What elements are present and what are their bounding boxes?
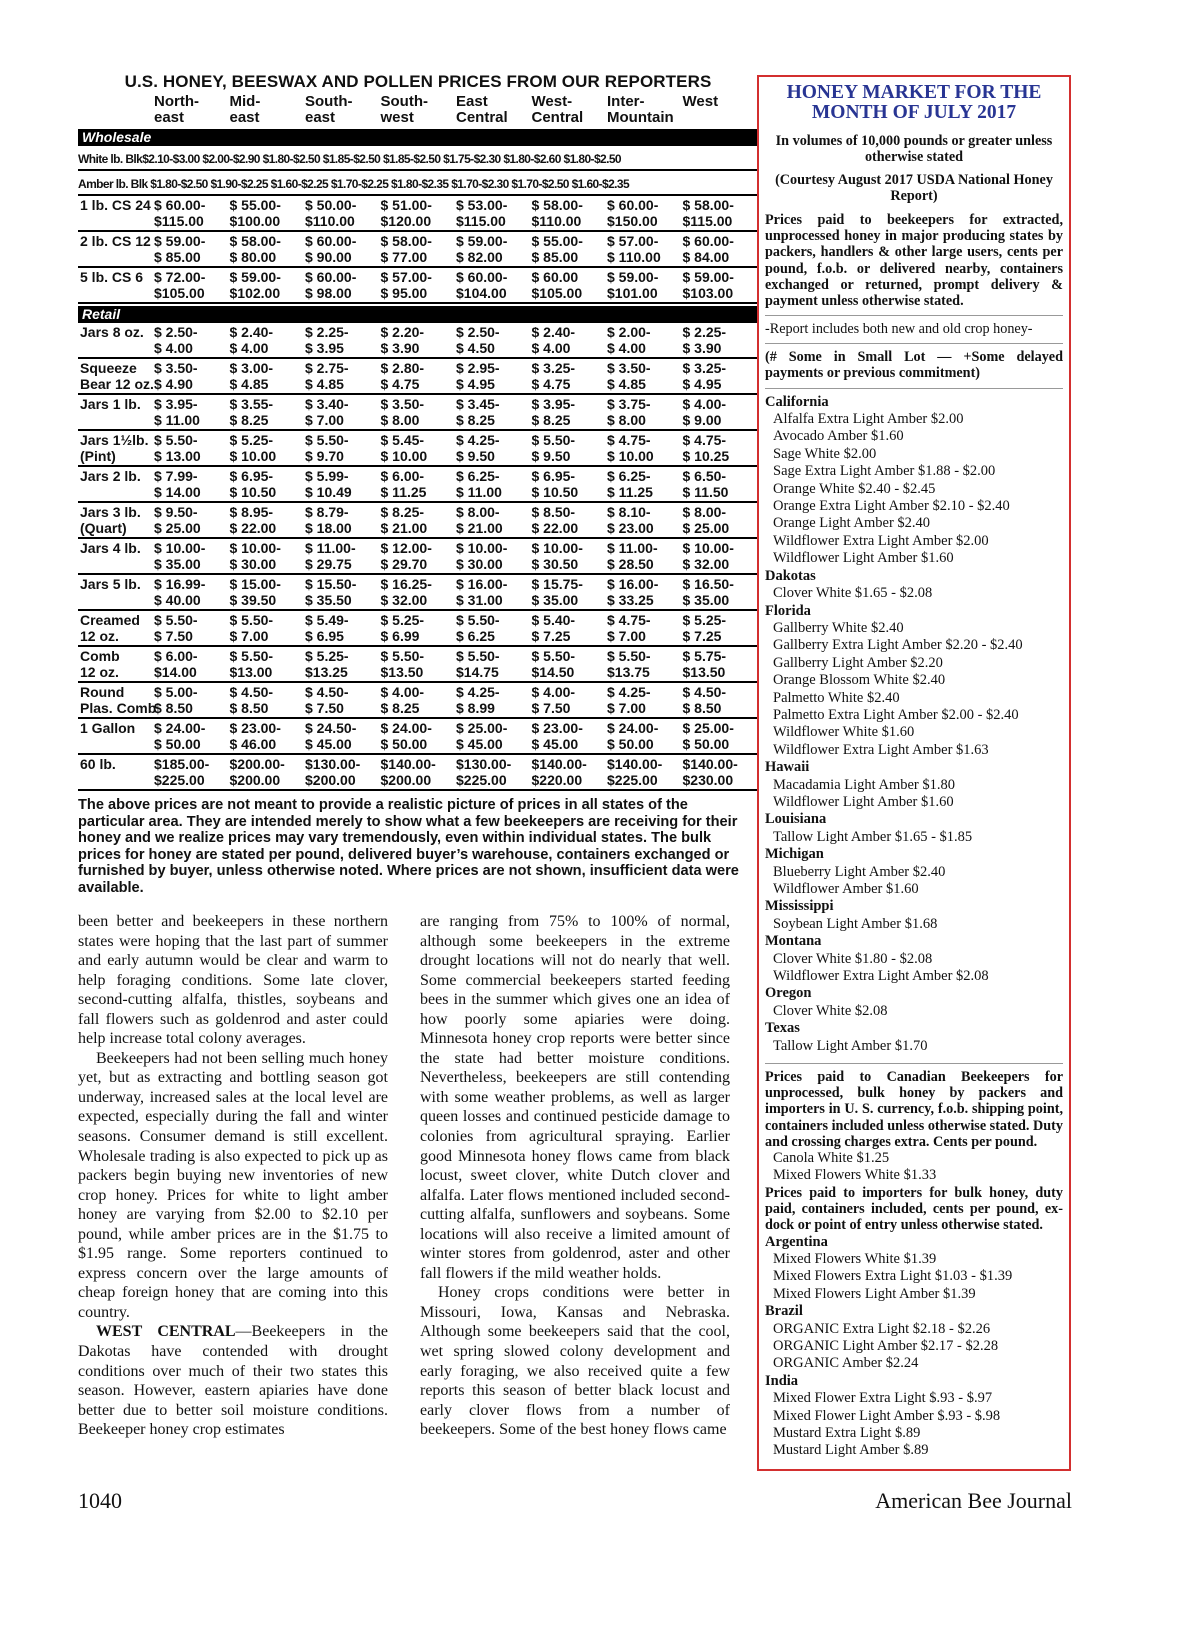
price-cell: $ 59.00- $ 82.00 xyxy=(456,233,508,265)
price-cell: $ 5.40- $ 7.25 xyxy=(531,612,576,644)
canada-price-list xyxy=(765,1150,1063,1185)
price-cell: $ 2.75- $ 4.85 xyxy=(305,360,349,392)
price-cell: $ 2.50- $ 4.50 xyxy=(456,324,500,356)
price-entry: Soybean Light Amber $1.68 xyxy=(773,915,938,932)
price-cell: $ 5.25- $13.25 xyxy=(305,648,349,680)
price-cell: $130.00- $200.00 xyxy=(305,756,361,788)
price-entry: Clover White $1.80 - $2.08 xyxy=(773,950,933,967)
price-cell: $ 11.00- $ 28.50 xyxy=(607,540,658,572)
column-headers xyxy=(78,94,758,126)
price-cell: $ 2.40- $ 4.00 xyxy=(229,324,274,356)
price-cell: $ 4.50- $ 7.50 xyxy=(305,684,349,716)
price-cell: $ 15.50- $ 35.50 xyxy=(305,576,357,608)
price-cell: $ 60.00- $ 90.00 xyxy=(305,233,357,265)
price-cell: $ 8.00- $ 21.00 xyxy=(456,504,503,536)
price-entry: Mustard Light Amber $.89 xyxy=(773,1442,929,1459)
row-label: Round Plas. Comb xyxy=(80,684,157,716)
price-cell: $ 57.00- $ 110.00 xyxy=(607,233,661,265)
column-header: South- east xyxy=(305,93,353,126)
price-cell: $ 5.25- $ 7.25 xyxy=(682,612,727,644)
price-cell: $ 59.00- $101.00 xyxy=(607,269,659,301)
sidebar-note-crop: -Report includes both new and old crop honey- xyxy=(765,321,1033,338)
price-cell: $ 6.00- $ 11.25 xyxy=(380,468,427,500)
price-entry: Gallberry Extra Light Amber $2.20 - $2.40 xyxy=(773,637,1023,654)
price-cell: $ 5.25- $ 6.99 xyxy=(380,612,425,644)
price-cell: $ 5.50- $14.50 xyxy=(531,648,576,680)
price-cell: $ 16.00- $ 31.00 xyxy=(456,576,508,608)
price-cell: $ 5.50- $ 7.00 xyxy=(229,612,274,644)
price-cell: $ 4.50- $ 8.50 xyxy=(229,684,274,716)
price-cell: $ 5.25- $ 10.00 xyxy=(229,432,277,464)
price-entry: Wildflower Amber $1.60 xyxy=(773,881,919,897)
price-cell: $ 5.50- $14.75 xyxy=(456,648,500,680)
price-cell: $ 16.99- $ 40.00 xyxy=(154,576,206,608)
row-label: Jars 1½lb. (Pint) xyxy=(80,432,149,464)
price-cell: $ 3.50- $ 4.85 xyxy=(607,360,651,392)
price-cell: $140.00- $230.00 xyxy=(682,756,738,788)
price-cell: $ 4.00- $ 9.00 xyxy=(682,396,727,428)
price-entry: Palmetto Extra Light Amber $2.00 - $2.40 xyxy=(773,706,1019,723)
price-row xyxy=(78,395,758,431)
price-entry: Mixed Flowers White $1.33 xyxy=(773,1167,937,1184)
price-entry: Sage White $2.00 xyxy=(773,445,877,462)
price-cell: $ 59.00- $ 85.00 xyxy=(154,233,206,265)
column-header: North- east xyxy=(154,93,199,126)
price-row xyxy=(78,683,758,719)
price-row xyxy=(78,755,758,791)
region-name: Mississippi xyxy=(765,898,834,915)
price-cell: $ 24.50- $ 45.00 xyxy=(305,720,357,752)
price-entry: Mixed Flowers Extra Light $1.03 - $1.39 xyxy=(773,1268,1013,1285)
row-label: 5 lb. CS 6 xyxy=(80,269,144,285)
price-cell: $ 60.00- $104.00 xyxy=(456,269,508,301)
price-cell: $ 72.00- $105.00 xyxy=(154,269,206,301)
article-paragraph: Beekeepers had not been selling much honey yet, but as extracting and bottling season got underway, increased sales at the local level are expected, especially during the fall and winter seasons. Consumer demand is still excellent. Wholesale trading is also expected to pick up as packers begin buying new inventories of new crop honey. Prices for white to light amber honey are varying from $2.00 to $2.10 per pound, while amber prices are in the $1.75 to $1.95 range. Some reporters continued to express concern over the large amounts of cheap foreign honey that are coming into this country. xyxy=(78,1049,388,1321)
price-cell: $140.00- $220.00 xyxy=(531,756,587,788)
price-cell: $ 10.00- $ 30.50 xyxy=(531,540,583,572)
divider xyxy=(765,1063,1063,1064)
row-label: Jars 4 lb. xyxy=(80,540,141,556)
price-entry: Wildflower Light Amber $1.60 xyxy=(773,793,954,810)
price-cell: $ 4.50- $ 8.50 xyxy=(682,684,727,716)
region-name: Texas xyxy=(765,1020,800,1037)
table-disclaimer: The above prices are not meant to provide a realistic picture of prices in all states of the particular area. They are intended merely to show what a few beekeepers are receiving for their honey and we realize prices may vary tremendously, even within individual states. The bulk prices for honey are stated per pound, delivered buyer’s warehouse, containers exchanged or furnished by buyer, unless otherwise noted. Where prices are not shown, insufficient data were available. xyxy=(78,797,739,896)
price-cell: $ 15.75- $ 35.00 xyxy=(531,576,583,608)
row-label: Creamed 12 oz. xyxy=(80,612,140,644)
price-cell: $ 6.50- $ 11.50 xyxy=(682,468,729,500)
region-name: Hawaii xyxy=(765,759,810,776)
price-cell: $ 4.75- $ 10.00 xyxy=(607,432,654,464)
price-cell: $ 5.50- $13.00 xyxy=(229,648,274,680)
price-cell: $ 58.00- $ 80.00 xyxy=(229,233,281,265)
price-row xyxy=(78,196,758,232)
price-cell: $ 2.50- $ 4.00 xyxy=(154,324,198,356)
price-cell: $ 2.25- $ 3.90 xyxy=(682,324,727,356)
price-cell: $ 58.00- $ 77.00 xyxy=(380,233,432,265)
column-header: South- west xyxy=(380,93,428,126)
price-cell: $ 2.00- $ 4.00 xyxy=(607,324,651,356)
price-row xyxy=(78,232,758,268)
price-cell: $ 60.00 $105.00 xyxy=(531,269,583,301)
price-cell: $ 57.00- $ 95.00 xyxy=(380,269,432,301)
price-cell: $ 3.95- $ 8.25 xyxy=(531,396,576,428)
divider xyxy=(765,343,1063,344)
price-cell: $ 8.79- $ 18.00 xyxy=(305,504,352,536)
divider xyxy=(765,315,1063,316)
price-entry: Wildflower Extra Light Amber $2.08 xyxy=(773,968,989,985)
column-header: West xyxy=(682,93,719,110)
row-label: 1 Gallon xyxy=(80,720,136,736)
price-cell: $ 4.75- $ 7.00 xyxy=(607,612,651,644)
price-cell: $ 6.25- $ 11.00 xyxy=(456,468,502,500)
price-cell: $ 6.95- $ 10.50 xyxy=(531,468,579,500)
price-cell: $ 3.55- $ 8.25 xyxy=(229,396,274,428)
state-price-list xyxy=(765,394,1063,1055)
journal-name: American Bee Journal xyxy=(875,1488,1072,1513)
price-cell: $185.00- $225.00 xyxy=(154,756,210,788)
price-cell: $ 24.00- $ 50.00 xyxy=(154,720,206,752)
price-cell: $ 59.00- $103.00 xyxy=(682,269,734,301)
price-cell: $ 3.50- $ 8.00 xyxy=(380,396,425,428)
price-cell: $ 23.00- $ 45.00 xyxy=(531,720,583,752)
price-entry: Mustard Extra Light $.89 xyxy=(773,1424,921,1441)
price-cell: $ 5.99- $ 10.49 xyxy=(305,468,352,500)
region-name: Argentina xyxy=(765,1233,828,1250)
price-entry: Wildflower White $1.60 xyxy=(773,724,915,741)
wholesale-rows xyxy=(78,196,758,304)
sidebar-subtitle-source: (Courtesy August 2017 USDA National Honey Report) xyxy=(775,172,1053,204)
region-name: Montana xyxy=(765,933,822,950)
price-cell: $ 8.25- $ 21.00 xyxy=(380,504,428,536)
price-cell: $ 4.25- $ 9.50 xyxy=(456,432,500,464)
price-row xyxy=(78,575,758,611)
price-cell: $ 3.25- $ 4.95 xyxy=(682,360,727,392)
sidebar-title: HONEY MARKET FOR THE MONTH OF JULY 2017 xyxy=(786,82,1042,123)
price-cell: $ 5.50- $ 7.50 xyxy=(154,612,198,644)
price-cell: $ 6.25- $ 11.25 xyxy=(607,468,653,500)
article-paragraph: are ranging from 75% to 100% of normal, although some beekeepers in the extreme drought locations will not do nearly that well. Some commercial beekeepers started feeding bees in the summer which gives one an idea of how poorly some apiaries were doing. Minnesota honey crop reports were better since the state had better moisture conditions. Nevertheless, beekeepers are still contending with some weather problems, as well as larger queen losses and continued pesticide damage to colonies from agricultural spraying. Earlier good Minnesota honey flows came from black locust, sweet clover, white Dutch clover and alfalfa. Later flows mentioned included second-cutting alfalfa, sunflowers and soybeans. Some locations will also receive a limited amount of winter stores from goldenrod, aster and other fall flowers if the mild weather holds. xyxy=(420,913,730,1282)
price-cell: $ 4.00- $ 8.25 xyxy=(380,684,425,716)
bulk-price-row: White lb. Blk$2.10-$3.00 $2.00-$2.90 $1.80-$2.50 $1.85-$2.50 $1.85-$2.50 $1.75-$2.30 $1.80-$2.60 $1.80-$2.50 xyxy=(78,146,758,171)
price-entry: Wildflower Light Amber $1.60 xyxy=(773,550,954,567)
price-entry: Clover White $1.65 - $2.08 xyxy=(773,585,933,602)
price-cell: $ 24.00- $ 50.00 xyxy=(607,720,659,752)
price-entry: Wildflower Extra Light Amber $2.00 xyxy=(773,532,989,549)
price-cell: $ 15.00- $ 39.50 xyxy=(229,576,281,608)
price-entry: ORGANIC Extra Light $2.18 - $2.26 xyxy=(773,1320,991,1337)
sidebar-subtitle-volume: In volumes of 10,000 pounds or greater unless otherwise stated xyxy=(775,133,1053,165)
column-header: Mid- east xyxy=(229,93,261,126)
price-cell: $ 3.25- $ 4.75 xyxy=(531,360,576,392)
price-cell: $ 3.50- $ 4.90 xyxy=(154,360,198,392)
divider xyxy=(765,388,1063,389)
price-cell: $ 4.25- $ 8.99 xyxy=(456,684,500,716)
article-column-middle xyxy=(420,912,730,1440)
price-cell: $ 3.75- $ 8.00 xyxy=(607,396,651,428)
row-label: Jars 5 lb. xyxy=(80,576,141,592)
bulk-rows xyxy=(78,146,758,196)
price-entry: Clover White $2.08 xyxy=(773,1002,888,1019)
price-cell: $ 23.00- $ 46.00 xyxy=(229,720,281,752)
region-kicker-text: —Beekeepers in the Dakotas have contended with drought conditions over much of their two states this season. However, eastern apiaries have done better due to better soil moisture conditions. Beekeeper honey crop estimates xyxy=(78,1323,388,1439)
price-cell: $ 24.00- $ 50.00 xyxy=(380,720,432,752)
price-entry: Orange White $2.40 - $2.45 xyxy=(773,480,936,497)
price-cell: $ 2.20- $ 3.90 xyxy=(380,324,425,356)
price-row xyxy=(78,268,758,304)
sidebar-note-legend: (# Some in Small Lot — +Some delayed payments or previous commitment) xyxy=(765,349,1063,382)
region-name: Louisiana xyxy=(765,811,827,828)
row-label: Comb 12 oz. xyxy=(80,648,120,680)
article-paragraph xyxy=(78,1322,388,1439)
price-cell: $ 8.95- $ 22.00 xyxy=(229,504,277,536)
price-cell: $ 3.95- $ 11.00 xyxy=(154,396,200,428)
price-cell: $ 10.00- $ 30.00 xyxy=(229,540,281,572)
price-cell: $ 5.50- $ 13.00 xyxy=(154,432,201,464)
region-name: India xyxy=(765,1372,799,1389)
price-cell: $ 5.50- $13.75 xyxy=(607,648,651,680)
price-cell: $ 58.00- $110.00 xyxy=(531,197,583,229)
bulk-price-row: Amber lb. Blk $1.80-$2.50 $1.90-$2.25 $1.60-$2.25 $1.70-$2.25 $1.80-$2.35 $1.70-$2.30 $1.70-$2.50 $1.60-$2.35 xyxy=(78,171,758,196)
price-cell: $ 10.00- $ 30.00 xyxy=(456,540,508,572)
price-cell: $ 25.00- $ 45.00 xyxy=(456,720,508,752)
price-cell: $ 55.00- $ 85.00 xyxy=(531,233,583,265)
price-cell: $ 4.00- $ 7.50 xyxy=(531,684,576,716)
price-entry: Sage Extra Light Amber $1.88 - $2.00 xyxy=(773,463,996,480)
price-cell: $ 3.40- $ 7.00 xyxy=(305,396,349,428)
article-paragraph: Honey crops conditions were better in Missouri, Iowa, Kansas and Nebraska. Although some beekeepers said that the cool, wet spring slowed colony development and early foraging, we also received quite a few reports this season of better black locust and early clover flows from a number of beekeepers. Some of the best honey flows came xyxy=(420,1284,730,1439)
price-entry: Orange Extra Light Amber $2.10 - $2.40 xyxy=(773,498,1010,515)
price-cell: $ 5.50- $ 6.25 xyxy=(456,612,500,644)
row-label: Jars 8 oz. xyxy=(80,324,144,340)
price-entry: Blueberry Light Amber $2.40 xyxy=(773,863,946,880)
price-cell: $ 55.00- $100.00 xyxy=(229,197,281,229)
honey-market-sidebar xyxy=(757,75,1071,1471)
price-entry: Gallberry White $2.40 xyxy=(773,619,904,636)
canada-intro: Prices paid to Canadian Beekeepers for unprocessed, bulk honey by packers and importers in U. S. currency, f.o.b. shipping point, containers included unless otherwise stated. Duty and crossing charges extra. Cents per pound. xyxy=(765,1069,1063,1150)
price-cell: $ 7.99- $ 14.00 xyxy=(154,468,201,500)
price-cell: $ 2.25- $ 3.95 xyxy=(305,324,349,356)
price-row xyxy=(78,431,758,467)
row-label: Jars 3 lb. (Quart) xyxy=(80,504,141,536)
price-row xyxy=(78,503,758,539)
region-name: Michigan xyxy=(765,846,824,863)
price-table xyxy=(78,72,758,896)
price-cell: $ 4.25- $ 7.00 xyxy=(607,684,651,716)
row-label: 2 lb. CS 12 xyxy=(80,233,151,249)
price-entry: ORGANIC Amber $2.24 xyxy=(773,1355,919,1372)
price-entry: Macadamia Light Amber $1.80 xyxy=(773,776,956,793)
price-row xyxy=(78,611,758,647)
price-cell: $ 16.50- $ 35.00 xyxy=(682,576,734,608)
import-intro: Prices paid to importers for bulk honey, duty paid, containers included, cents per pound, ex-dock or point of entry unless otherwise stated. xyxy=(765,1184,1063,1234)
price-entry: Mixed Flowers White $1.39 xyxy=(773,1250,937,1267)
price-cell: $ 10.00- $ 35.00 xyxy=(154,540,206,572)
price-cell: $ 6.00- $14.00 xyxy=(154,648,198,680)
price-cell: $ 4.75- $ 10.25 xyxy=(682,432,730,464)
table-title: U.S. HONEY, BEESWAX AND POLLEN PRICES FROM OUR REPORTERS xyxy=(124,72,712,91)
price-entry: Mixed Flower Extra Light $.93 - $.97 xyxy=(773,1390,993,1407)
column-header: Inter- Mountain xyxy=(607,93,674,126)
price-entry: Alfalfa Extra Light Amber $2.00 xyxy=(773,411,964,428)
price-row xyxy=(78,467,758,503)
region-name: Oregon xyxy=(765,985,812,1002)
price-cell: $ 5.50- $ 9.70 xyxy=(305,432,349,464)
price-cell: $ 16.25- $ 32.00 xyxy=(380,576,432,608)
price-cell: $ 6.95- $ 10.50 xyxy=(229,468,277,500)
price-entry: Orange Blossom White $2.40 xyxy=(773,672,946,689)
region-name: Dakotas xyxy=(765,567,816,584)
column-header: West- Central xyxy=(531,93,584,126)
article-paragraph: been better and beekeepers in these northern states were hoping that the last part of summer and early autumn would be clear and warm to help foraging conditions. Some late clover, second-cutting alfalfa, thistles, soybeans and fall flowers such as goldenrod and aster could help increase total colony averages. xyxy=(78,913,388,1048)
price-cell: $200.00- $200.00 xyxy=(229,756,285,788)
row-label: Squeeze Bear 12 oz. xyxy=(80,360,154,392)
price-entry: Orange Light Amber $2.40 xyxy=(773,515,931,532)
column-header: East Central xyxy=(456,93,508,126)
region-kicker: WEST CENTRAL xyxy=(96,1323,236,1341)
price-cell: $140.00- $225.00 xyxy=(607,756,663,788)
row-label: Jars 1 lb. xyxy=(80,396,141,412)
price-cell: $130.00- $225.00 xyxy=(456,756,512,788)
region-name: Brazil xyxy=(765,1303,803,1320)
page-number: 1040 xyxy=(78,1488,122,1513)
price-row xyxy=(78,647,758,683)
region-name: Florida xyxy=(765,602,811,619)
import-price-list xyxy=(765,1234,1063,1460)
row-label: 1 lb. CS 24 xyxy=(80,197,151,213)
price-cell: $ 53.00- $115.00 xyxy=(456,197,508,229)
column-header-spacer xyxy=(78,94,154,126)
retail-rows xyxy=(78,323,758,791)
price-entry: Mixed Flower Light Amber $.93 - $.98 xyxy=(773,1407,1001,1424)
price-entry: Mixed Flowers Light Amber $1.39 xyxy=(773,1285,976,1302)
price-cell: $ 58.00- $115.00 xyxy=(682,197,734,229)
price-cell: $ 12.00- $ 29.70 xyxy=(380,540,432,572)
price-cell: $ 50.00- $110.00 xyxy=(305,197,357,229)
price-row xyxy=(78,719,758,755)
price-cell: $ 2.40- $ 4.00 xyxy=(531,324,576,356)
price-cell: $ 5.45- $ 10.00 xyxy=(380,432,428,464)
price-cell: $ 8.50- $ 22.00 xyxy=(531,504,579,536)
price-entry: Gallberry Light Amber $2.20 xyxy=(773,654,943,671)
price-cell: $140.00- $200.00 xyxy=(380,756,436,788)
price-cell: $ 11.00- $ 29.75 xyxy=(305,540,356,572)
price-cell: $ 59.00- $102.00 xyxy=(229,269,281,301)
price-cell: $ 16.00- $ 33.25 xyxy=(607,576,659,608)
price-entry: Avocado Amber $1.60 xyxy=(773,428,904,445)
row-label: Jars 2 lb. xyxy=(80,468,141,484)
price-cell: $ 5.75- $13.50 xyxy=(682,648,727,680)
price-entry: Canola White $1.25 xyxy=(773,1150,890,1167)
price-cell: $ 60.00- $ 98.00 xyxy=(305,269,357,301)
price-cell: $ 10.00- $ 32.00 xyxy=(682,540,734,572)
price-entry: Tallow Light Amber $1.65 - $1.85 xyxy=(773,828,973,845)
price-cell: $ 5.50- $13.50 xyxy=(380,648,425,680)
price-cell: $ 3.00- $ 4.85 xyxy=(229,360,274,392)
price-row xyxy=(78,539,758,575)
price-cell: $ 5.00- $ 8.50 xyxy=(154,684,198,716)
price-row xyxy=(78,323,758,359)
price-entry: Wildflower Extra Light Amber $1.63 xyxy=(773,741,989,758)
price-entry: Tallow Light Amber $1.70 xyxy=(773,1037,928,1054)
price-cell: $ 2.95- $ 4.95 xyxy=(456,360,500,392)
price-cell: $ 3.45- $ 8.25 xyxy=(456,396,500,428)
region-name: California xyxy=(765,393,829,410)
price-cell: $ 60.00- $115.00 xyxy=(154,197,206,229)
price-cell: $ 2.80- $ 4.75 xyxy=(380,360,425,392)
wholesale-section-label: Wholesale xyxy=(78,129,758,146)
price-row xyxy=(78,359,758,395)
price-cell: $ 5.49- $ 6.95 xyxy=(305,612,349,644)
sidebar-intro: Prices paid to beekeepers for extracted, unprocessed honey in major producing states by packers, handlers & other large users, cents per pound, f.o.b. or delivered nearby, containers exchanged or returned, prompt delivery & payment unless otherwise stated. xyxy=(765,212,1063,310)
price-cell: $ 8.00- $ 25.00 xyxy=(682,504,730,536)
row-label: 60 lb. xyxy=(80,756,116,772)
price-cell: $ 5.50- $ 9.50 xyxy=(531,432,576,464)
retail-section-label: Retail xyxy=(78,306,758,323)
price-cell: $ 25.00- $ 50.00 xyxy=(682,720,734,752)
price-entry: ORGANIC Light Amber $2.17 - $2.28 xyxy=(773,1337,999,1354)
price-cell: $ 51.00- $120.00 xyxy=(380,197,432,229)
price-cell: $ 60.00- $150.00 xyxy=(607,197,659,229)
price-cell: $ 60.00- $ 84.00 xyxy=(682,233,734,265)
price-entry: Palmetto White $2.40 xyxy=(773,689,900,706)
article-column-left xyxy=(78,912,388,1440)
price-cell: $ 8.10- $ 23.00 xyxy=(607,504,654,536)
price-cell: $ 9.50- $ 25.00 xyxy=(154,504,201,536)
